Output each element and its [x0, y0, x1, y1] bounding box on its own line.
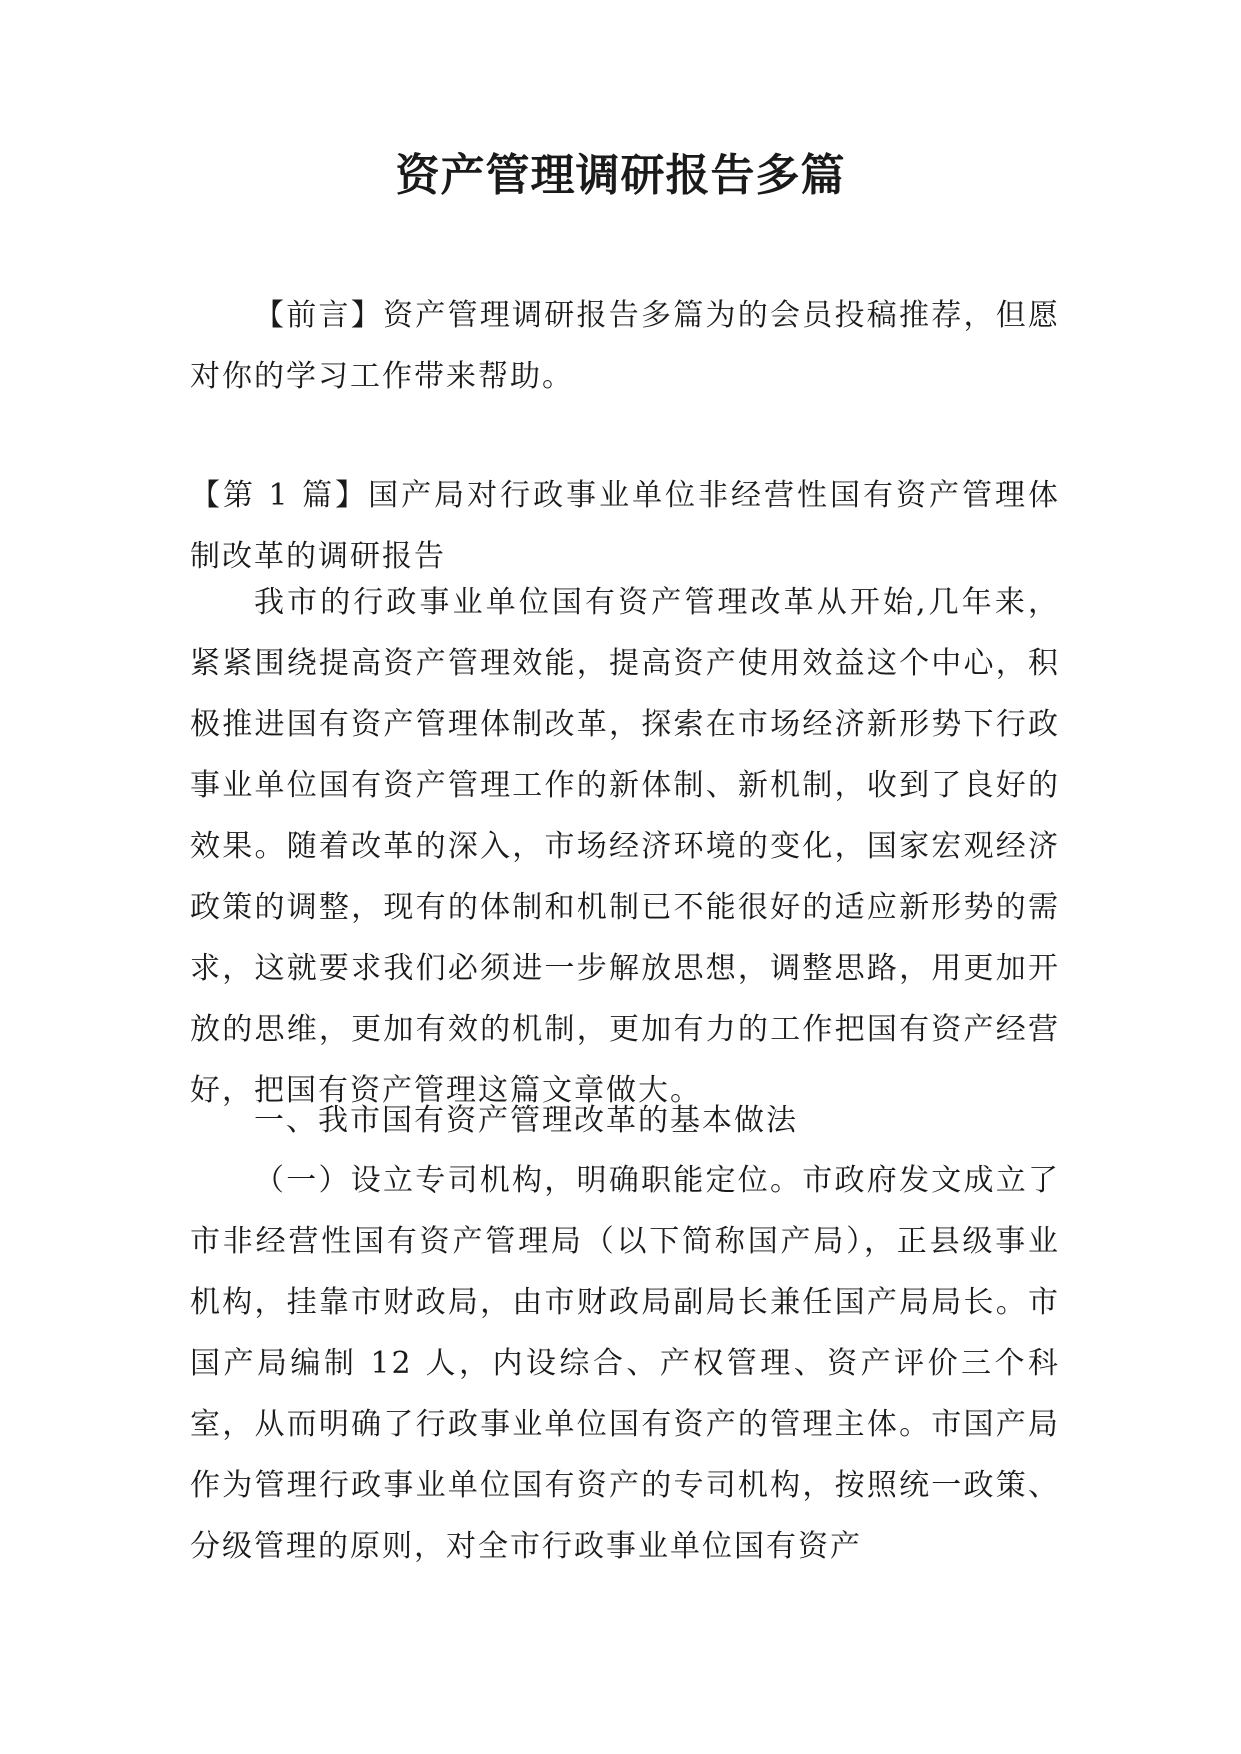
chapter-heading: 【第 1 篇】国产局对行政事业单位非经营性国有资产管理体制改革的调研报告 — [190, 478, 1060, 574]
preface-paragraph: 【前言】资产管理调研报告多篇为的会员投稿推荐，但愿对你的学习工作带来帮助。 — [190, 298, 1060, 394]
body-paragraph-2: （一）设立专司机构，明确职能定位。市政府发文成立了市非经营性国有资产管理局（以下简称国产局），正县级事业机构，挂靠市财政局，由市财政局副局长兼任国产局局长。市国产局编制 12 人，内设综合、产权管理、资产评价三个科室，从而明确了行政事业单位国有资产的管理主体。市国产局作为管理行政事业单位国有资产的专司机构，按照统一政策、分级管理的原则，对全市行政事业单位国有资产 — [190, 1163, 1060, 1564]
body-paragraph-1: 我市的行政事业单位国有资产管理改革从开始,几年来，紧紧围绕提高资产管理效能，提高资产使用效益这个中心，积极推进国有资产管理体制改革，探索在市场经济新形势下行政事业单位国有资产管理工作的新体制、新机制，收到了良好的效果。随着改革的深入，市场经济环境的变化，国家宏观经济政策的调整，现有的体制和机制已不能很好的适应新形势的需求，这就要求我们必须进一步解放思想，调整思路，用更加开放的思维，更加有效的机制，更加有力的工作把国有资产经营好，把国有资产管理这篇文章做大。 — [190, 585, 1060, 1108]
document-title: 资产管理调研报告多篇 — [395, 150, 846, 201]
section-heading-1: 一、我市国有资产管理改革的基本做法 — [254, 1103, 798, 1138]
